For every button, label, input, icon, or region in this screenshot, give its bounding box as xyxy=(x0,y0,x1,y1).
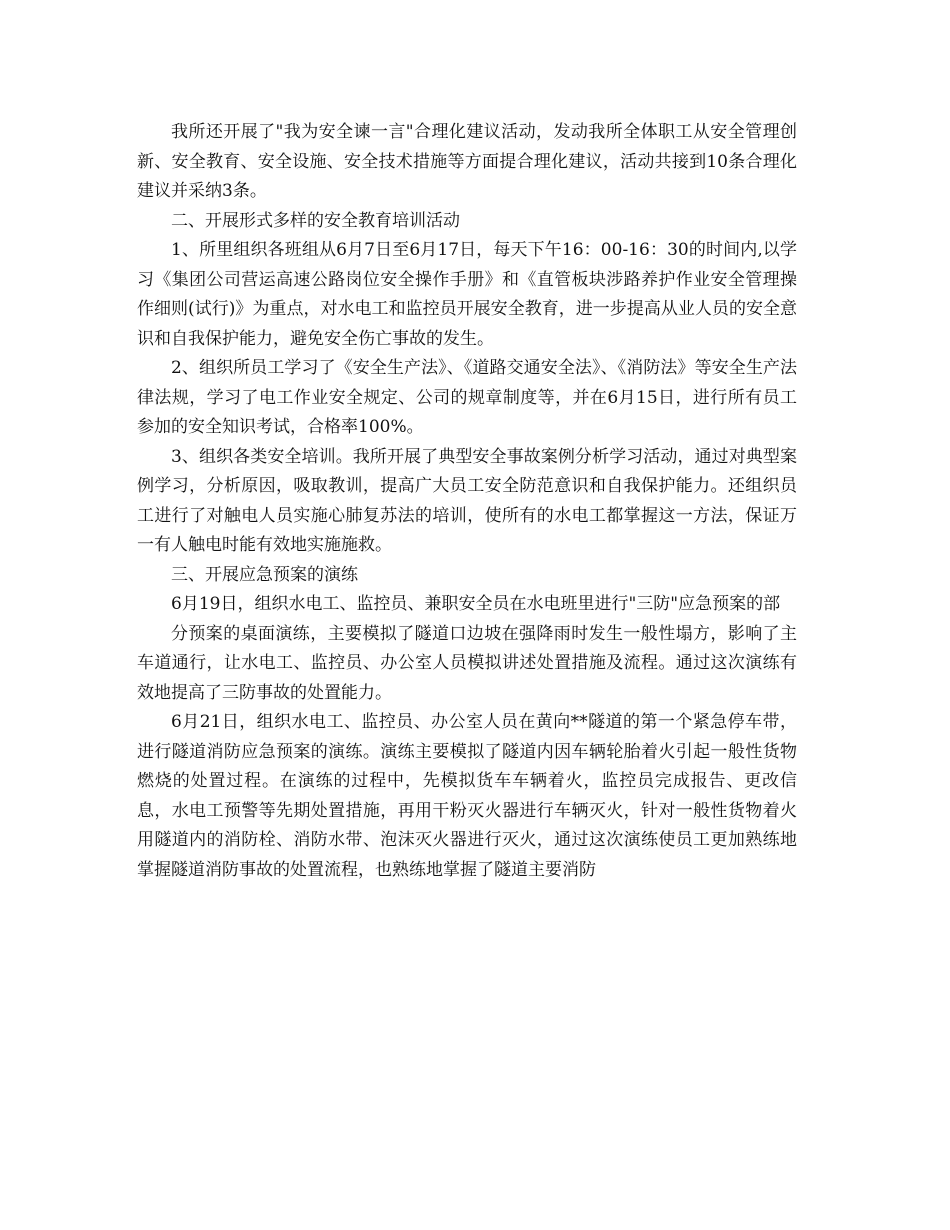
paragraph-training-item-2: 2、组织所员工学习了《安全生产法》、《道路交通安全法》、《消防法》等安全生产法律法规，学习了电工作业安全规定、公司的规章制度等，并在6月15日，进行所有员工参加的安全知识考试，合格率100%。 xyxy=(137,358,797,437)
paragraph-training-item-1: 1、所里组织各班组从6月7日至6月17日，每天下午16：00-16：30的时间内,以学习《集团公司营运高速公路岗位安全操作手册》和《直管板块涉路养护作业安全管理操作细则(试行)》为重点，对水电工和监控员开展安全教育，进一步提高从业人员的安全意识和自我保护能力，避免安全伤亡事故的发生。 xyxy=(137,240,797,349)
section-heading-training: 二、开展形式多样的安全教育培训活动 xyxy=(171,210,460,231)
section-heading-drills: 三、开展应急预案的演练 xyxy=(171,564,358,585)
paragraph-drill-june-21: 6月21日，组织水电工、监控员、办公室人员在黄向**隧道的第一个紧急停车带，进行隧道消防应急预案的演练。演练主要模拟了隧道内因车辆轮胎着火引起一般性货物燃烧的处置过程。在演练的过程中，先模拟货车车辆着火，监控员完成报告、更改信息，水电工预警等先期处置措施，再用干粉灭火器进行车辆灭火，针对一般性货物着火用隧道内的消防栓、消防水带、泡沫灭火器进行灭火，通过这次演练使员工更加熟练地掌握隧道消防事故的处置流程，也熟练地掌握了隧道主要消防 xyxy=(137,712,797,880)
paragraph-drill-tabletop: 分预案的桌面演练，主要模拟了隧道口边坡在强降雨时发生一般性塌方，影响了主车道通行，让水电工、监控员、办公室人员模拟讲述处置措施及流程。通过这次演练有效地提高了三防事故的处置能力。 xyxy=(137,623,797,703)
paragraph-suggestion-activity: 我所还开展了"我为安全谏一言"合理化建议活动，发动我所全体职工从安全管理创新、安全教育、安全设施、安全技术措施等方面提合理化建议，活动共接到10条合理化建议并采纳3条。 xyxy=(137,122,797,201)
paragraph-drill-june-19: 6月19日，组织水电工、监控员、兼职安全员在水电班里进行"三防"应急预案的部 xyxy=(171,594,781,614)
document-page xyxy=(137,118,797,885)
paragraph-training-item-3: 3、组织各类安全培训。我所开展了典型安全事故案例分析学习活动，通过对典型案例学习，分析原因，吸取教训，提高广大员工安全防范意识和自我保护能力。还组织员工进行了对触电人员实施心肺复苏法的培训，使所有的水电工都掌握这一方法，保证万一有人触电时能有效地实施施救。 xyxy=(137,446,797,555)
